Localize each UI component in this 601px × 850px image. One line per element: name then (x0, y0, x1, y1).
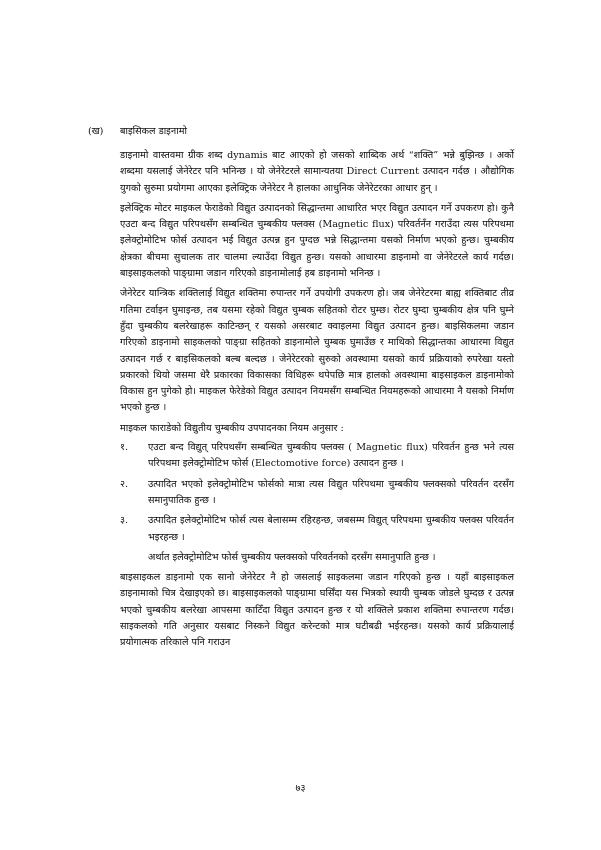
law-number: ३. (120, 515, 129, 527)
paragraph-dynamo-definition: डाइनामो वास्तवमा ग्रीक शब्द dynamis बाट आएको हो जसको शाब्दिक अर्थ “शक्ति” भन्ने बुझिन्छ । अर्को शब्दमा यसलाई जेनेरेटर पनि भनिन्छ । यो जेनेरेटरले सामान्यतया Direct Current उत्पादन गर्दछ । औद्योगिक युगको सुरुमा प्रयोगमा आएका इलेक्ट्रिक जेनेरेटर नै हालका आधुनिक जेनेरेटरका आधार हुन् । (120, 150, 514, 194)
paragraph-bicycle-dynamo: बाइसाइकल डाइनामो एक सानो जेनेरेटर नै हो जसलाई साइकलमा जडान गरिएको हुन्छ । यहाँ बाइसाइकल डाइनामाको चित्र देखाइएको छ। बाइसाइकलको पाङ्ग्रामा घर्सिँदा यस भित्रको स्थायी चुम्बक जोडले घुम्दछ र उत्पन्न भएको चुम्बकीय बलरेखा आपसमा काटिँदा विद्युत उत्पादन हुन्छ र यो शक्तिले प्रकाश शक्तिमा रुपान्तरण गर्दछ। साइकलको गति अनुसार यसबाट निस्कने विद्युत करेन्टको मात्र घटीबढी भईरहन्छ। यसको कार्य प्रक्रियालाई प्रयोगात्मक तरिकाले पनि गराउन (120, 572, 514, 649)
law-item-1 (120, 440, 514, 473)
law-text: एउटा बन्द विद्युत् परिपथसँग सम्बन्धित चुम्बकीय फ्लक्स ( Magnetic flux) परिवर्तन हुन्छ भने त्यस परिपथमा इलेक्ट्रोमोटिभ फोर्स (Electomotive force) उत्पादन हुन्छ । (148, 442, 514, 470)
body-text (120, 148, 514, 656)
law-text: उत्पादित इलेक्ट्रोमोटिभ फोर्स त्यस बेलासम्म रहिरहन्छ, जबसम्म विद्युत् परिपथमा चुम्बकीय फ्लक्स परिवर्तन भइरहन्छ । (148, 515, 514, 543)
paragraph-laws-intro: माइकल फाराडेको विद्युतीय चुम्बकीय उपपादनका नियम अनुसार : (120, 422, 344, 434)
law-number: २. (120, 478, 129, 490)
law-text: उत्पादित भएको इलेक्ट्रोमोटिभ फोर्सको मात्रा त्यस विद्युत परिपथमा चुम्बकीय फ्लक्सको परिवर्तन दरसँग समानुपातिक हुन्छ । (148, 478, 514, 506)
section-title: बाइसिकल डाइनामो (120, 126, 187, 137)
paragraph-generator-working: जेनेरेटर यान्त्रिक शक्तिलाई विद्युत शक्तिमा रुपान्तर गर्ने उपयोगी उपकरण हो। जब जेनेरेटरमा बाह्य शक्तिबाट तीव्र गतिमा टर्वाइन घुमाइन्छ, तब यसमा रहेको विद्युत चुम्बक सहितको रोटर घुम्छ। रोटर घुम्दा चुम्बकीय क्षेत्र पनि घुम्ने हुँदा चुम्बकीय बलरेखाहरू काटिन्छन् र यसको असरबाट क्वाइलमा विद्युत उत्पादन हुन्छ। बाइसिकलमा जडान गरिएको डाइनामो साइकलको पाङ्ग्रा सहितको डाइनामोले चुम्बक घुमाउँछ र माथिको सिद्धान्तका आधारमा विद्युत उत्पादन गर्छ र बाइसिकलको बल्ब बल्दछ । जेनेरेटरको सुरुको अवस्थामा यसको कार्य प्रक्रियाको रुपरेखा यस्तो प्रकारको थियो जसमा धेरै प्रकारका विकासका विधिहरू थपेपछि मात्र हालको अवस्थामा बाइसाइकल डाइनामोको विकास हुन पुगेको हो। माइकल फेरेडेको विद्युत उत्पादन नियमसँग सम्बन्धित नियमहरूको आधारमा नै यसको निर्माण भएको हुन्छ । (120, 288, 514, 414)
section-marker: (ख) (88, 126, 104, 137)
law-number: १. (120, 442, 129, 454)
law-summary: अर्थात इलेक्ट्रोमोटिभ फोर्स चुम्बकीय फ्लक्सको परिवर्तनको दरसँग समानुपाति हुन्छ । (148, 551, 436, 563)
law-item-2 (120, 477, 514, 510)
page-number: ७३ (295, 783, 306, 794)
section-heading (88, 125, 187, 139)
law-item-3 (120, 513, 514, 546)
paragraph-faraday-principle: इलेक्ट्रिक मोटर माइकल फेराडेको विद्युत उत्पादनको सिद्धान्तमा आधारित भएर विद्युत उत्पादन गर्ने उपकरण हो। कुनै एउटा बन्द विद्युत परिपथसँग सम्बन्धित चुम्बकीय फ्लक्स (Magnetic flux) परिवर्तनँन गराउँदा त्यस परिपथमा इलेक्ट्रोमोटिभ फोर्स उत्पादन भई विद्युत उत्पन्न हुन पुग्दछ भन्ने सिद्धान्तमा यसको निर्माण भएको हुन्छ। चुम्बकीय क्षेत्रका बीचमा सुचालक तार चालमा ल्याउँदा विद्युत हुन्छ। यसको आधारमा डाइनामो वा जेनेरेटरले कार्य गर्दछ। बाइसाइकलको पाङ्ग्रामा जडान गरिएको डाइनामोलाई हब डाइनामो भनिन्छ । (120, 202, 514, 280)
